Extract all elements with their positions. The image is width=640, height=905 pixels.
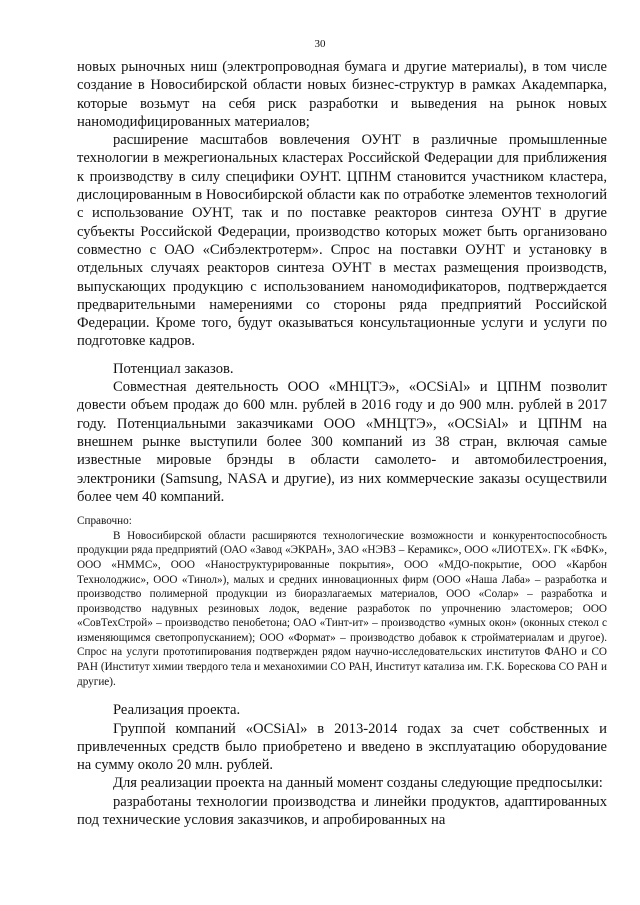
reference-note: [77, 514, 607, 689]
paragraph-orders: Совместная деятельность ООО «МНЦТЭ», «OCSiAl» и ЦПНМ позволит довести объем продаж до 600 млн. рублей в 2016 году и до 900 млн. рублей в 2017 году. Потенциальными заказчиками ООО «МНЦТЭ», «OCSiAl» и ЦПНМ на внешнем рынке выступили более 300 компаний из 38 стран, включая самые известные мировые брэнды в области самолето- и автомобилестроения, электроники (Samsung, NASA и другие), из них коммерческие заказы осуществили более чем 40 компаний.: [77, 379, 607, 505]
page-number: 30: [314, 38, 326, 50]
orders-heading: Потенциал заказов.: [113, 360, 234, 377]
document-body: [77, 58, 607, 829]
paragraph-technologies: разработаны технологии производства и линейки продуктов, адаптированных под технические условия заказчиков, и апробированных на: [77, 793, 607, 829]
note-text: В Новосибирской области расширяются технологические возможности и конкурентоспособность продукции ряда предприятий (ОАО «Завод «ЭКРАН», ЗАО «НЭВЗ – Керамикс», ООО «ЛИОТЕХ». ГК «БФК», ООО «НММС», ООО «Наноструктурированные покрытия», ООО «МДО-покрытие, ООО «Карбон Технолоджис», ООО «Тинол»), малых и средних инновационных фирм (ООО «Наша Лаба» – разработка и производство полимерной продукции из биоразлагаемых материалов, ООО «Солар» – разработка и производство надувных резиновых лодок, ведение разработок по упрочнению эластомеров; ООО «СовТехСтрой» – производство пенобетона; ОАО «Тинт-ит» – производство «умных окон» (оконных стекол с изменяющимся светопропусканием); ООО «Формат» – производство добавок к стройматериалам и другое). Спрос на услуги прототипирования подтвержден рядом научно-исследовательских институтов ФАНО и СО РАН (Институт химии твердого тела и механохимии СО РАН, Институт катализа им. Г.К. Борескова СО РАН и другие).: [77, 529, 607, 688]
note-label: Справочно:: [77, 515, 132, 528]
paragraph-prerequisites: Для реализации проекта на данный момент созданы следующие предпосылки:: [113, 775, 603, 792]
paragraph-cluster-expansion: расширение масштабов вовлечения ОУНТ в различные промышленные технологии в межрегиональных кластерах Российской Федерации для приближения к производству в силу специфики ОУНТ. ЦПНМ становится участником кластера, дислоцированным в Новосибирской области как по отработке элементов технологий с использование ОУНТ, так и по поставке реакторов синтеза ОУНТ в другие субъекты Российской Федерации, производство которых может быть организовано совместно с ОАО «Сибэлектротерм». Спрос на поставки ОУНТ и установку в отдельных случаях реакторов синтеза ОУНТ в местах размещения производств, выпускающих продукцию с использованием наномодификаторов, подтверждается предварительными намерениями со стороны ряда предприятий Российской Федерации. Кроме того, будут оказываться консультационные услуги и услуги по подготовке кадров.: [77, 132, 607, 350]
realization-heading: Реализация проекта.: [113, 702, 241, 719]
paragraph-new-niches: новых рыночных ниш (электропроводная бумага и другие материалы), в том числе создание в Новосибирской области новых бизнес-структур в рамках Академпарка, которые возьмут на себя риск разработки и выведения на рынок новых наномодифицированных материалов;: [77, 59, 607, 130]
paragraph-realization: Группой компаний «OCSiAl» в 2013-2014 годах за счет собственных и привлеченных средств было приобретено и введено в эксплуатацию оборудование на сумму около 20 млн. рублей.: [77, 720, 607, 774]
